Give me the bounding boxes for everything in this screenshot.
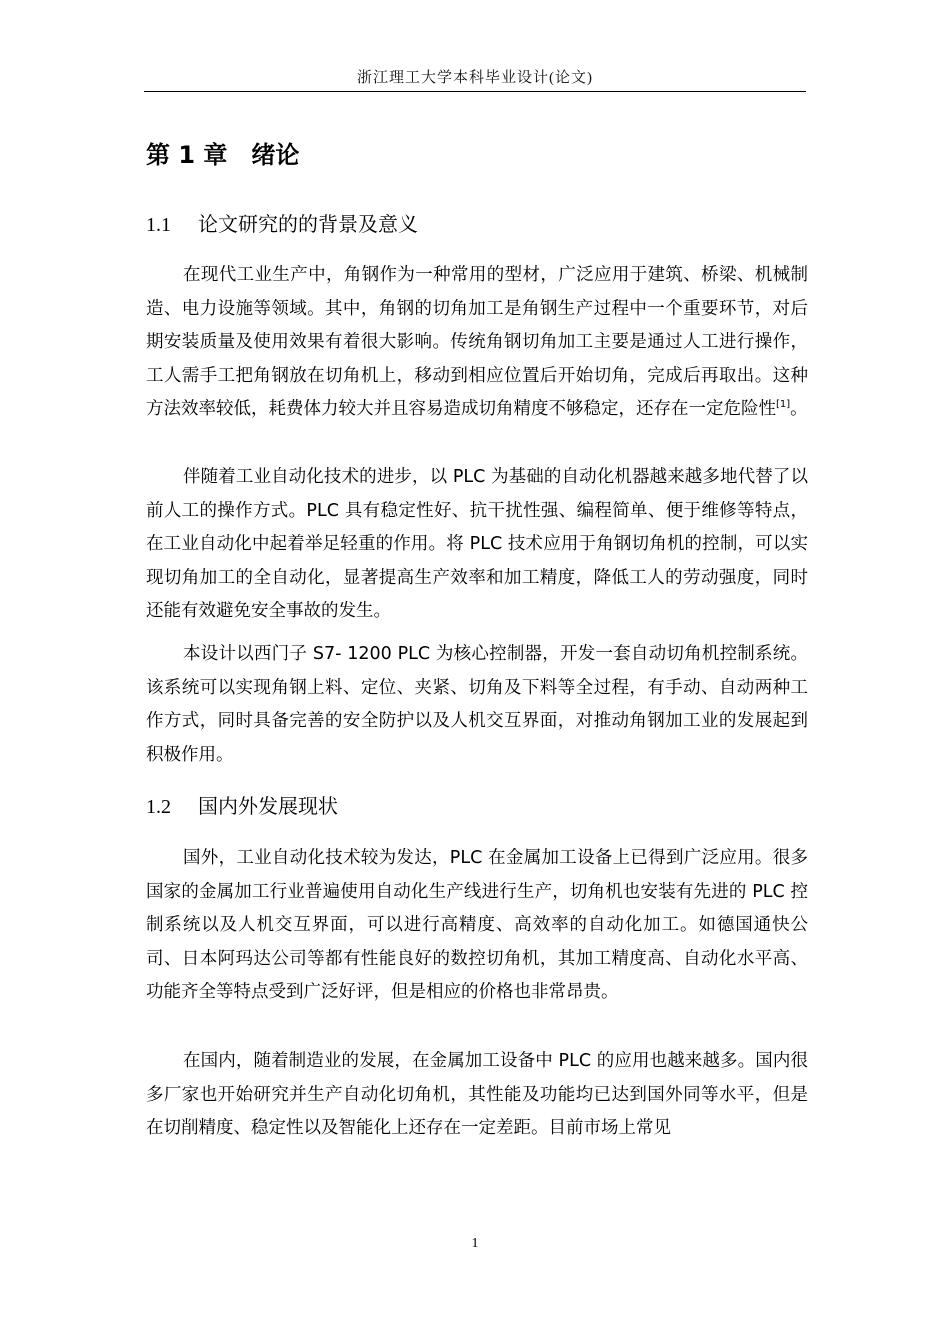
section-title: 国内外发展现状: [198, 794, 338, 818]
section-title: 论文研究的的背景及意义: [198, 212, 418, 236]
section-heading-1-1: [146, 208, 418, 237]
citation: [1]: [776, 399, 791, 411]
paragraph-text: 在现代工业生产中，角钢作为一种常用的型材，广泛应用于建筑、桥梁、机械制造、电力设施等领域。其中，角钢的切角加工是角钢生产过程中一个重要环节，对后期安装质量及使用效果有着很大影响。传统角钢切角加工主要是通过人工进行操作，工人需手工把角钢放在切角机上，移动到相应位置后开始切角，完成后再取出。这种方法效率较低，耗费体力较大并且容易造成切角精度不够稳定，还存在一定危险性: [146, 265, 808, 419]
paragraph: 本设计以西门子 S7- 1200 PLC 为核心控制器，开发一套自动切角机控制系统。该系统可以实现角钢上料、定位、夹紧、切角及下料等全过程，有手动、自动两种工作方式，同时具备完善的安全防护以及人机交互界面，对推动角钢加工业的发展起到积极作用。: [146, 644, 808, 765]
paragraph: 伴随着工业自动化技术的进步，以 PLC 为基础的自动化机器越来越多地代替了以前人工的操作方式。PLC 具有稳定性好、抗干扰性强、编程简单、便于维修等特点，在工业自动化中起着举足轻重的作用。将 PLC 技术应用于角钢切角机的控制，可以实现切角加工的全自动化，显著提高生产效率和加工精度，降低工人的劳动强度，同时还能有效避免安全事故的发生。: [146, 467, 808, 621]
paragraph: 国外，工业自动化技术较为发达，PLC 在金属加工设备上已得到广泛应用。很多国家的金属加工行业普遍使用自动化生产线进行生产，切角机也安装有先进的 PLC 控制系统以及人机交互界面，可以进行高精度、高效率的自动化加工。如德国通快公司、日本阿玛达公司等都有性能良好的数控切角机，其加工精度高、自动化水平高、功能齐全等特点受到广泛好评，但是相应的价格也非常昂贵。: [146, 848, 808, 1002]
section-number: 1.1: [146, 214, 171, 236]
header-rule: [144, 91, 806, 92]
citation-punct: 。: [790, 399, 808, 419]
paragraph: 在国内，随着制造业的发展，在金属加工设备中 PLC 的应用也越来越多。国内很多厂家也开始研究并生产自动化切角机，其性能及功能均已达到国外同等水平，但是在切削精度、稳定性以及智能化上还存在一定差距。目前市场上常见: [146, 1051, 808, 1138]
running-header: 浙江理工大学本科毕业设计(论文): [357, 70, 593, 86]
chapter-title: 第 1 章 绪论: [146, 141, 300, 169]
page-number: 1: [471, 1236, 479, 1251]
section-number: 1.2: [146, 796, 171, 818]
paragraph: [146, 259, 808, 427]
section-heading-1-2: [146, 790, 338, 819]
